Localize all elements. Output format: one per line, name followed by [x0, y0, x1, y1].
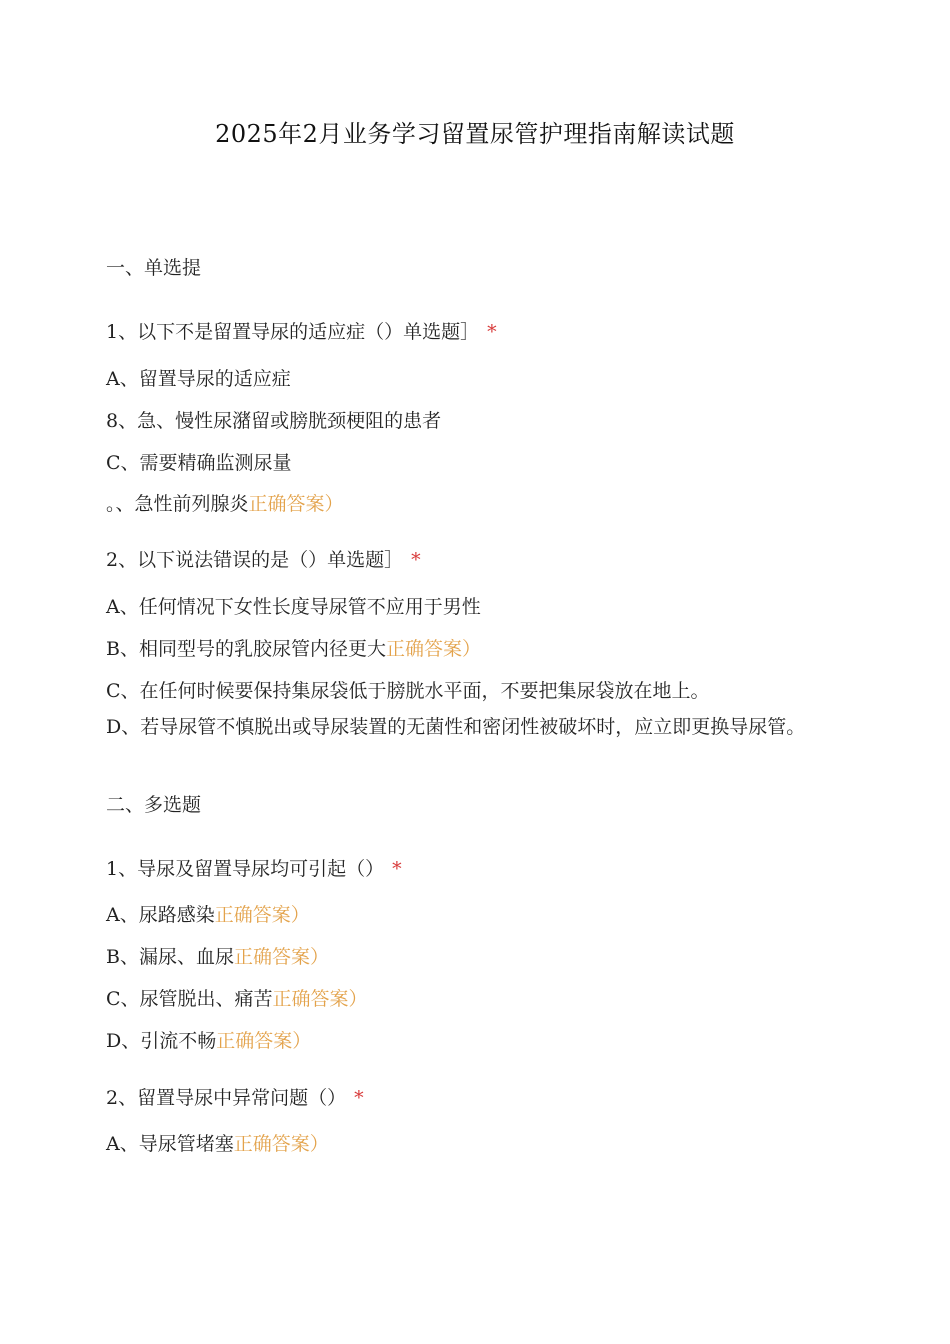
question-text: 1、以下不是留置导尿的适应症（）单选题］	[106, 321, 480, 343]
correct-answer-marker: 正确答案）	[233, 1133, 329, 1155]
question-2-2	[106, 1083, 826, 1113]
option-2-2-a	[106, 1129, 826, 1159]
question-text: 2、留置导尿中异常问题（）	[106, 1087, 347, 1109]
option-1-1-c: C、需要精确监测尿量	[106, 452, 292, 474]
option-text: A、导尿管堵塞	[106, 1133, 234, 1155]
option-2-1-c	[106, 984, 826, 1014]
option-text: B、相同型号的乳胶尿管内径更大	[106, 638, 386, 660]
question-2-1	[106, 854, 826, 884]
correct-answer-marker: 正确答案）	[233, 946, 329, 968]
correct-answer-marker: 正确答案）	[214, 904, 310, 926]
option-text: C、尿管脱出、痛苦	[106, 988, 273, 1010]
option-1-1-a: A、留置导尿的适应症	[106, 368, 291, 390]
correct-answer-marker: 正确答案）	[248, 493, 344, 515]
option-2-1-b	[106, 942, 826, 972]
question-text: 2、以下说法错误的是（）单选题］	[106, 549, 404, 571]
option-2-1-d	[106, 1026, 826, 1056]
question-text: 1、导尿及留置导尿均可引起（）	[106, 858, 385, 880]
required-mark: *	[354, 1087, 364, 1109]
option-1-1-d	[106, 489, 826, 519]
question-1-1	[106, 317, 826, 347]
option-text: 。、急性前列腺炎	[106, 493, 249, 515]
section-heading-single-choice: 一、单选提	[106, 257, 202, 279]
option-text: D、引流不畅	[106, 1030, 217, 1052]
correct-answer-marker: 正确答案）	[385, 638, 481, 660]
option-text: A、尿路感染	[106, 904, 215, 926]
correct-answer-marker: 正确答案）	[272, 988, 368, 1010]
section-heading-multiple-choice: 二、多选题	[106, 794, 202, 816]
option-1-2-a: A、任何情况下女性长度导尿管不应用于男性	[106, 596, 481, 618]
document-title: 2025年2月业务学习留置尿管护理指南解读试题	[215, 120, 735, 148]
option-1-2-d: D、若导尿管不慎脱出或导尿装置的无菌性和密闭性被破坏时，应立即更换导尿管。	[106, 716, 806, 738]
option-1-2-c: C、在任何时候要保持集尿袋低于膀胱水平面，不要把集尿袋放在地上。	[106, 680, 710, 702]
required-mark: *	[392, 858, 402, 880]
option-1-1-b: 8、急、慢性尿潴留或膀胱颈梗阻的患者	[106, 410, 442, 432]
required-mark: *	[411, 549, 421, 571]
required-mark: *	[487, 321, 497, 343]
option-2-1-a	[106, 900, 826, 930]
correct-answer-marker: 正确答案）	[216, 1030, 312, 1052]
option-text: B、漏尿、血尿	[106, 946, 234, 968]
question-1-2	[106, 545, 826, 575]
option-1-2-b	[106, 634, 826, 664]
